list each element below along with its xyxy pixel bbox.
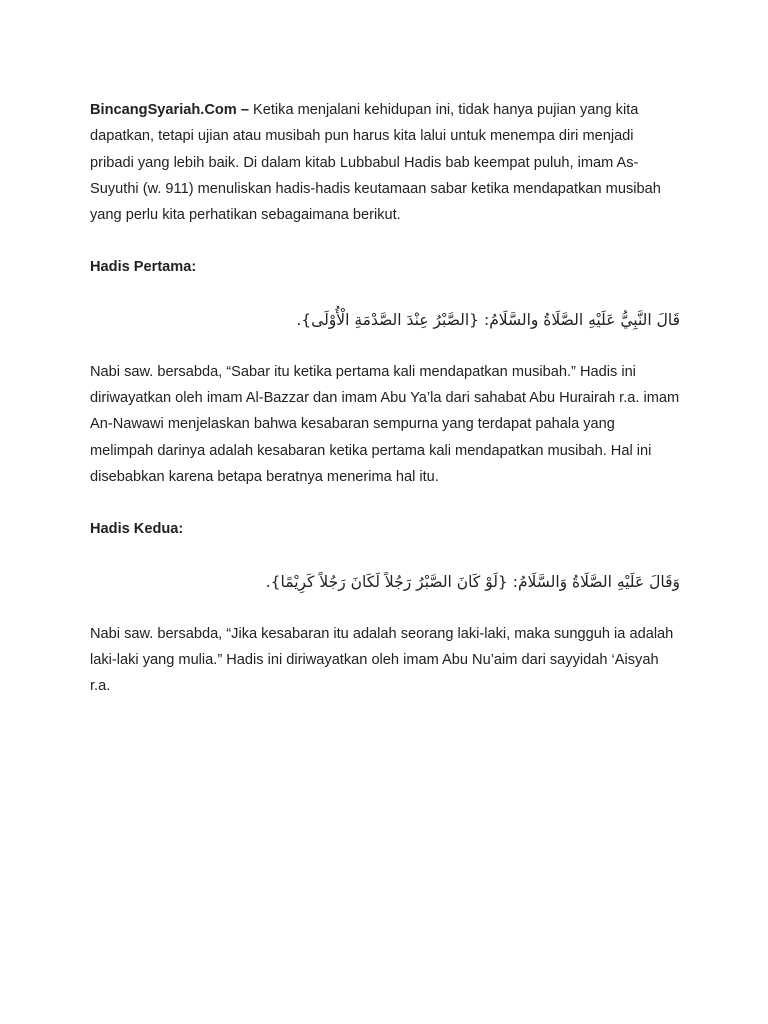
source-label: BincangSyariah.Com – — [90, 102, 249, 118]
spacer — [90, 281, 680, 307]
intro-text: Ketika menjalani kehidupan ini, tidak hanya pujian yang kita dapatkan, tetapi ujian atau musibah pun harus kita lalui untuk menempa diri menjadi pribadi yang lebih baik. Di dalam kitab Lubbabul Hadis bab keempat puluh, imam As-Suyuthi (w. 911) menuliskan hadis-hadis keutamaan sabar ketika mendapatkan musibah yang perlu kita perhatikan sebagaimana berikut. — [90, 102, 661, 224]
hadis-2-heading: Hadis Kedua: — [90, 521, 184, 538]
article-body — [90, 97, 680, 699]
hadis-2-arabic: وَقَالَ عَلَيْهِ الصَّلَاةُ وَالسَّلَامُ: {لَوْ كَانَ الصَّبْرُ رَجُلاً لَكَانَ رَجُلاً كَرِيْمًا}. — [265, 572, 680, 591]
hadis-2-explanation: Nabi saw. bersabda, “Jika kesabaran itu adalah seorang laki-laki, maka sungguh ia adalah laki-laki yang mulia.” Hadis ini diriwayatkan oleh imam Abu Nu’aim dari sayyidah ‘Aisyah r.a. — [90, 625, 674, 695]
spacer — [90, 228, 680, 254]
intro-paragraph — [90, 97, 680, 228]
hadis-1-explanation: Nabi saw. bersabda, “Sabar itu ketika pertama kali mendapatkan musibah.” Hadis ini diriwayatkan oleh imam Al-Bazzar dan imam Abu Ya’la dari sahabat Abu Hurairah r.a. imam An-Nawawi menjelaskan bahwa kesabaran sempurna yang terdapat pahala yang melimpah darinya adalah kesabaran ketika pertama kali mendapatkan musibah. Hal ini disebabkan karena betapa beratnya menerima hal itu. — [90, 363, 680, 485]
spacer — [90, 595, 680, 621]
spacer — [90, 333, 680, 359]
hadis-1-arabic: قَالَ النَّبِيُّ عَلَيْهِ الصَّلَاةُ والسَّلَامُ: {الصَّبْرُ عِنْدَ الصَّدْمَةِ الْأُوْلَى}. — [296, 310, 680, 329]
hadis-1-heading: Hadis Pertama: — [90, 259, 197, 276]
spacer — [90, 543, 680, 569]
spacer — [90, 490, 680, 516]
